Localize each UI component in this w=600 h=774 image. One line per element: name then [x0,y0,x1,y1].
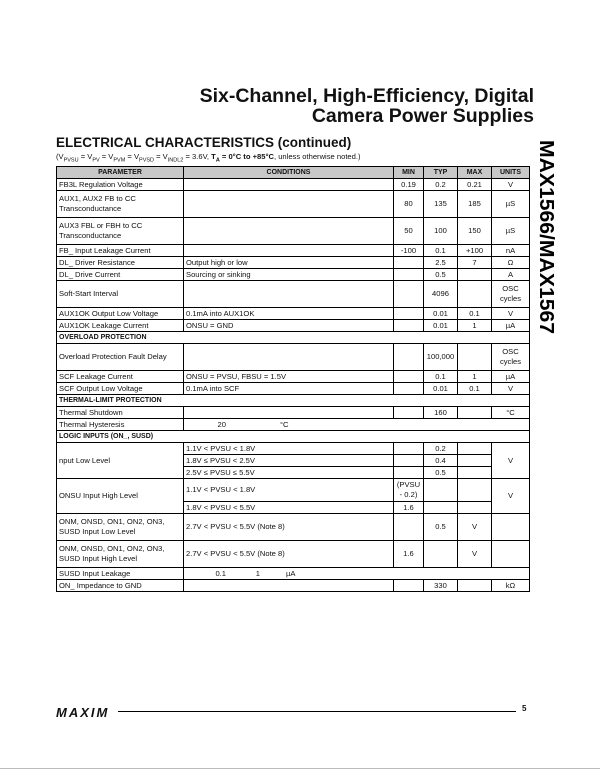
cell-max: 0.21 [458,179,492,191]
cell-conditions: 1.1V < PVSU < 1.8V [184,443,394,455]
cell-units: V [492,308,530,320]
cell-units: V [492,179,530,191]
cell-parameter: ONM, ONSD, ON1, ON2, ON3, SUSD Input Low Level [57,514,184,541]
cell-units: kΩ [492,580,530,592]
cell-conditions: Output high or low [184,257,394,269]
cell-units: Ω [492,257,530,269]
cell-parameter: AUX3 FBL or FBH to CC Transconductance [57,218,184,245]
cell-typ: 0.5 [424,467,458,479]
table-row [57,308,530,320]
cell-conditions: Sourcing or sinking [184,269,394,281]
page-number: 5 [522,704,527,713]
table-row [57,344,530,371]
cell-min: 0.19 [394,179,424,191]
part-number-text: MAX1566/MAX1567 [535,140,558,329]
table-row [57,320,530,332]
cell-typ: 135 [424,191,458,218]
cell-typ [424,541,458,568]
cell-conditions: 2.7V < PVSU < 5.5V (Note 8) [184,514,394,541]
cell-conditions: 0.1mA into AUX1OK [184,308,394,320]
cell-max: 1 [458,320,492,332]
cell-shifted-values [184,419,530,431]
electrical-characteristics-table [56,166,530,592]
cell-max [458,443,492,455]
cell-units: µA [492,371,530,383]
table-header-row [57,167,530,179]
cell-parameter: DL_ Drive Current [57,269,184,281]
cell-min [394,371,424,383]
cell-typ: 0.01 [424,320,458,332]
cell-conditions [184,281,394,308]
cell-max [458,344,492,371]
cell-conditions: 2.7V < PVSU < 5.5V (Note 8) [184,541,394,568]
table-row [57,191,530,218]
cell-typ: 4096 [424,281,458,308]
table-row [57,245,530,257]
cell-min: 1.6 [394,541,424,568]
cell-min [394,257,424,269]
cell-conditions: ONSU = GND [184,320,394,332]
table-row [57,281,530,308]
test-conditions: ($V_{PVSU} = V_{PV} = V_{PVM} = V_{PVSD} = V_{INDL2} = 3.6V$, $T_A = 0^\circ C$ to +85°C, unless otherwise noted.) [56,152,361,164]
table-group-row [57,431,530,443]
cell-parameter: Thermal Hysteresis [57,419,184,431]
cell-units: OSC cycles [492,344,530,371]
table-row [57,541,530,568]
group-heading: OVERLOAD PROTECTION [57,332,530,344]
cell-units: V [492,443,530,479]
cell-typ: 0.5 [424,269,458,281]
section-title: ELECTRICAL CHARACTERISTICS (continued) [56,135,352,150]
cell-value: 20 [217,419,226,429]
cell-max: 0.1 [458,308,492,320]
cell-units: µS [492,191,530,218]
header-typ: TYP [424,167,458,179]
table-row [57,419,530,431]
header-parameter: PARAMETER [57,167,184,179]
cell-parameter: SCF Output Low Voltage [57,383,184,395]
cell-value: 1 [255,568,260,578]
cell-max [458,479,492,502]
cell-conditions: 1.1V < PVSU < 1.8V [184,479,394,502]
cell-parameter: AUX1OK Output Low Voltage [57,308,184,320]
table-group-row [57,332,530,344]
cell-units: °C [492,407,530,419]
cell-parameter: AUX1OK Leakage Current [57,320,184,332]
cell-min [394,455,424,467]
header-units: UNITS [492,167,530,179]
cell-max [458,455,492,467]
header-min: MIN [394,167,424,179]
cell-conditions: 2.5V ≤ PVSU ≤ 5.5V [184,467,394,479]
page-bottom-rule [0,768,600,769]
cell-conditions [184,407,394,419]
cell-parameter: Thermal Shutdown [57,407,184,419]
title-line-2: Camera Power Supplies [311,105,534,127]
cell-typ: 100 [424,218,458,245]
cell-parameter: AUX1, AUX2 FB to CC Transconductance [57,191,184,218]
cell-shifted-values [184,568,530,580]
cell-min [394,269,424,281]
cell-conditions [184,580,394,592]
cell-min [394,320,424,332]
cell-min: 1.6 [394,502,424,514]
cell-typ [424,479,458,502]
cell-conditions: 1.8V ≤ PVSU < 2.5V [184,455,394,467]
table-group-row [57,395,530,407]
cell-conditions [184,218,394,245]
group-heading: THERMAL-LIMIT PROTECTION [57,395,530,407]
header-max: MAX [458,167,492,179]
cell-parameter: FB3L Regulation Voltage [57,179,184,191]
cell-parameter: Soft-Start Interval [57,281,184,308]
cell-max [458,407,492,419]
cell-min [394,383,424,395]
cell-parameter: ONSU Input High Level [57,479,184,514]
cell-min [394,467,424,479]
cell-min: 50 [394,218,424,245]
cell-parameter: nput Low Level [57,443,184,479]
header-conditions: CONDITIONS [184,167,394,179]
cell-conditions: 1.8V < PVSU < 5.5V [184,502,394,514]
cell-max: 150 [458,218,492,245]
cell-units: V [492,383,530,395]
cell-max: 7 [458,257,492,269]
cell-typ: 0.4 [424,455,458,467]
cell-units: OSC cycles [492,281,530,308]
group-heading: LOGIC INPUTS (ON_, SUSD) [57,431,530,443]
cell-parameter: ON_ Impedance to GND [57,580,184,592]
cell-min [394,281,424,308]
cell-conditions [184,245,394,257]
cell-typ: 330 [424,580,458,592]
cell-typ: 0.01 [424,383,458,395]
table-row [57,568,530,580]
cell-typ [424,502,458,514]
cell-parameter: SUSD Input Leakage [57,568,184,580]
cell-units: µS [492,218,530,245]
cell-conditions: 0.1mA into SCF [184,383,394,395]
footer-rule [118,711,516,712]
cell-unit: °C [280,419,289,429]
table-row [57,479,530,502]
cell-parameter: FB_ Input Leakage Current [57,245,184,257]
cell-conditions [184,179,394,191]
maxim-logo: MAXIM [56,705,110,720]
cell-max [458,269,492,281]
cell-parameter: SCF Leakage Current [57,371,184,383]
cell-unit: µA [286,568,296,578]
cell-conditions [184,191,394,218]
cell-max [458,580,492,592]
table-row [57,257,530,269]
cell-typ: 0.1 [424,371,458,383]
cell-units: nA [492,245,530,257]
table-row [57,218,530,245]
cell-max [458,502,492,514]
cell-parameter: DL_ Driver Resistance [57,257,184,269]
cell-typ: 0.1 [424,245,458,257]
cell-typ: 100,000 [424,344,458,371]
table-row [57,179,530,191]
cell-min [394,580,424,592]
table-row [57,407,530,419]
cell-min: 80 [394,191,424,218]
cell-max: 0.1 [458,383,492,395]
cell-units [492,514,530,541]
cell-conditions [184,344,394,371]
cell-max: 1 [458,371,492,383]
cell-value: 0.1 [215,568,226,578]
cell-typ: 0.2 [424,443,458,455]
cell-typ: 2.5 [424,257,458,269]
cell-min: -100 [394,245,424,257]
cell-max [458,281,492,308]
cell-units [492,541,530,568]
cell-typ: 0.01 [424,308,458,320]
cell-max: V [458,541,492,568]
cell-min [394,344,424,371]
cell-min [394,514,424,541]
cell-max: +100 [458,245,492,257]
cell-units: V [492,479,530,514]
cell-typ: 160 [424,407,458,419]
cell-min [394,407,424,419]
table-row [57,443,530,455]
cell-units: µA [492,320,530,332]
part-number-vertical [535,140,559,336]
cell-min [394,308,424,320]
table-row [57,580,530,592]
cell-max: 185 [458,191,492,218]
table-row [57,269,530,281]
title-line-1: Six-Channel, High-Efficiency, Digital [199,85,534,107]
cell-min: (PVSU - 0.2) [394,479,424,502]
cell-parameter: Overload Protection Fault Delay [57,344,184,371]
cell-typ: 0.5 [424,514,458,541]
table-row [57,371,530,383]
cell-conditions: ONSU = PVSU, FBSU = 1.5V [184,371,394,383]
cell-max: V [458,514,492,541]
cell-max [458,467,492,479]
cell-parameter: ONM, ONSD, ON1, ON2, ON3, SUSD Input High Level [57,541,184,568]
cell-units: A [492,269,530,281]
table-row [57,514,530,541]
cell-typ: 0.2 [424,179,458,191]
cell-min [394,443,424,455]
table-row [57,383,530,395]
